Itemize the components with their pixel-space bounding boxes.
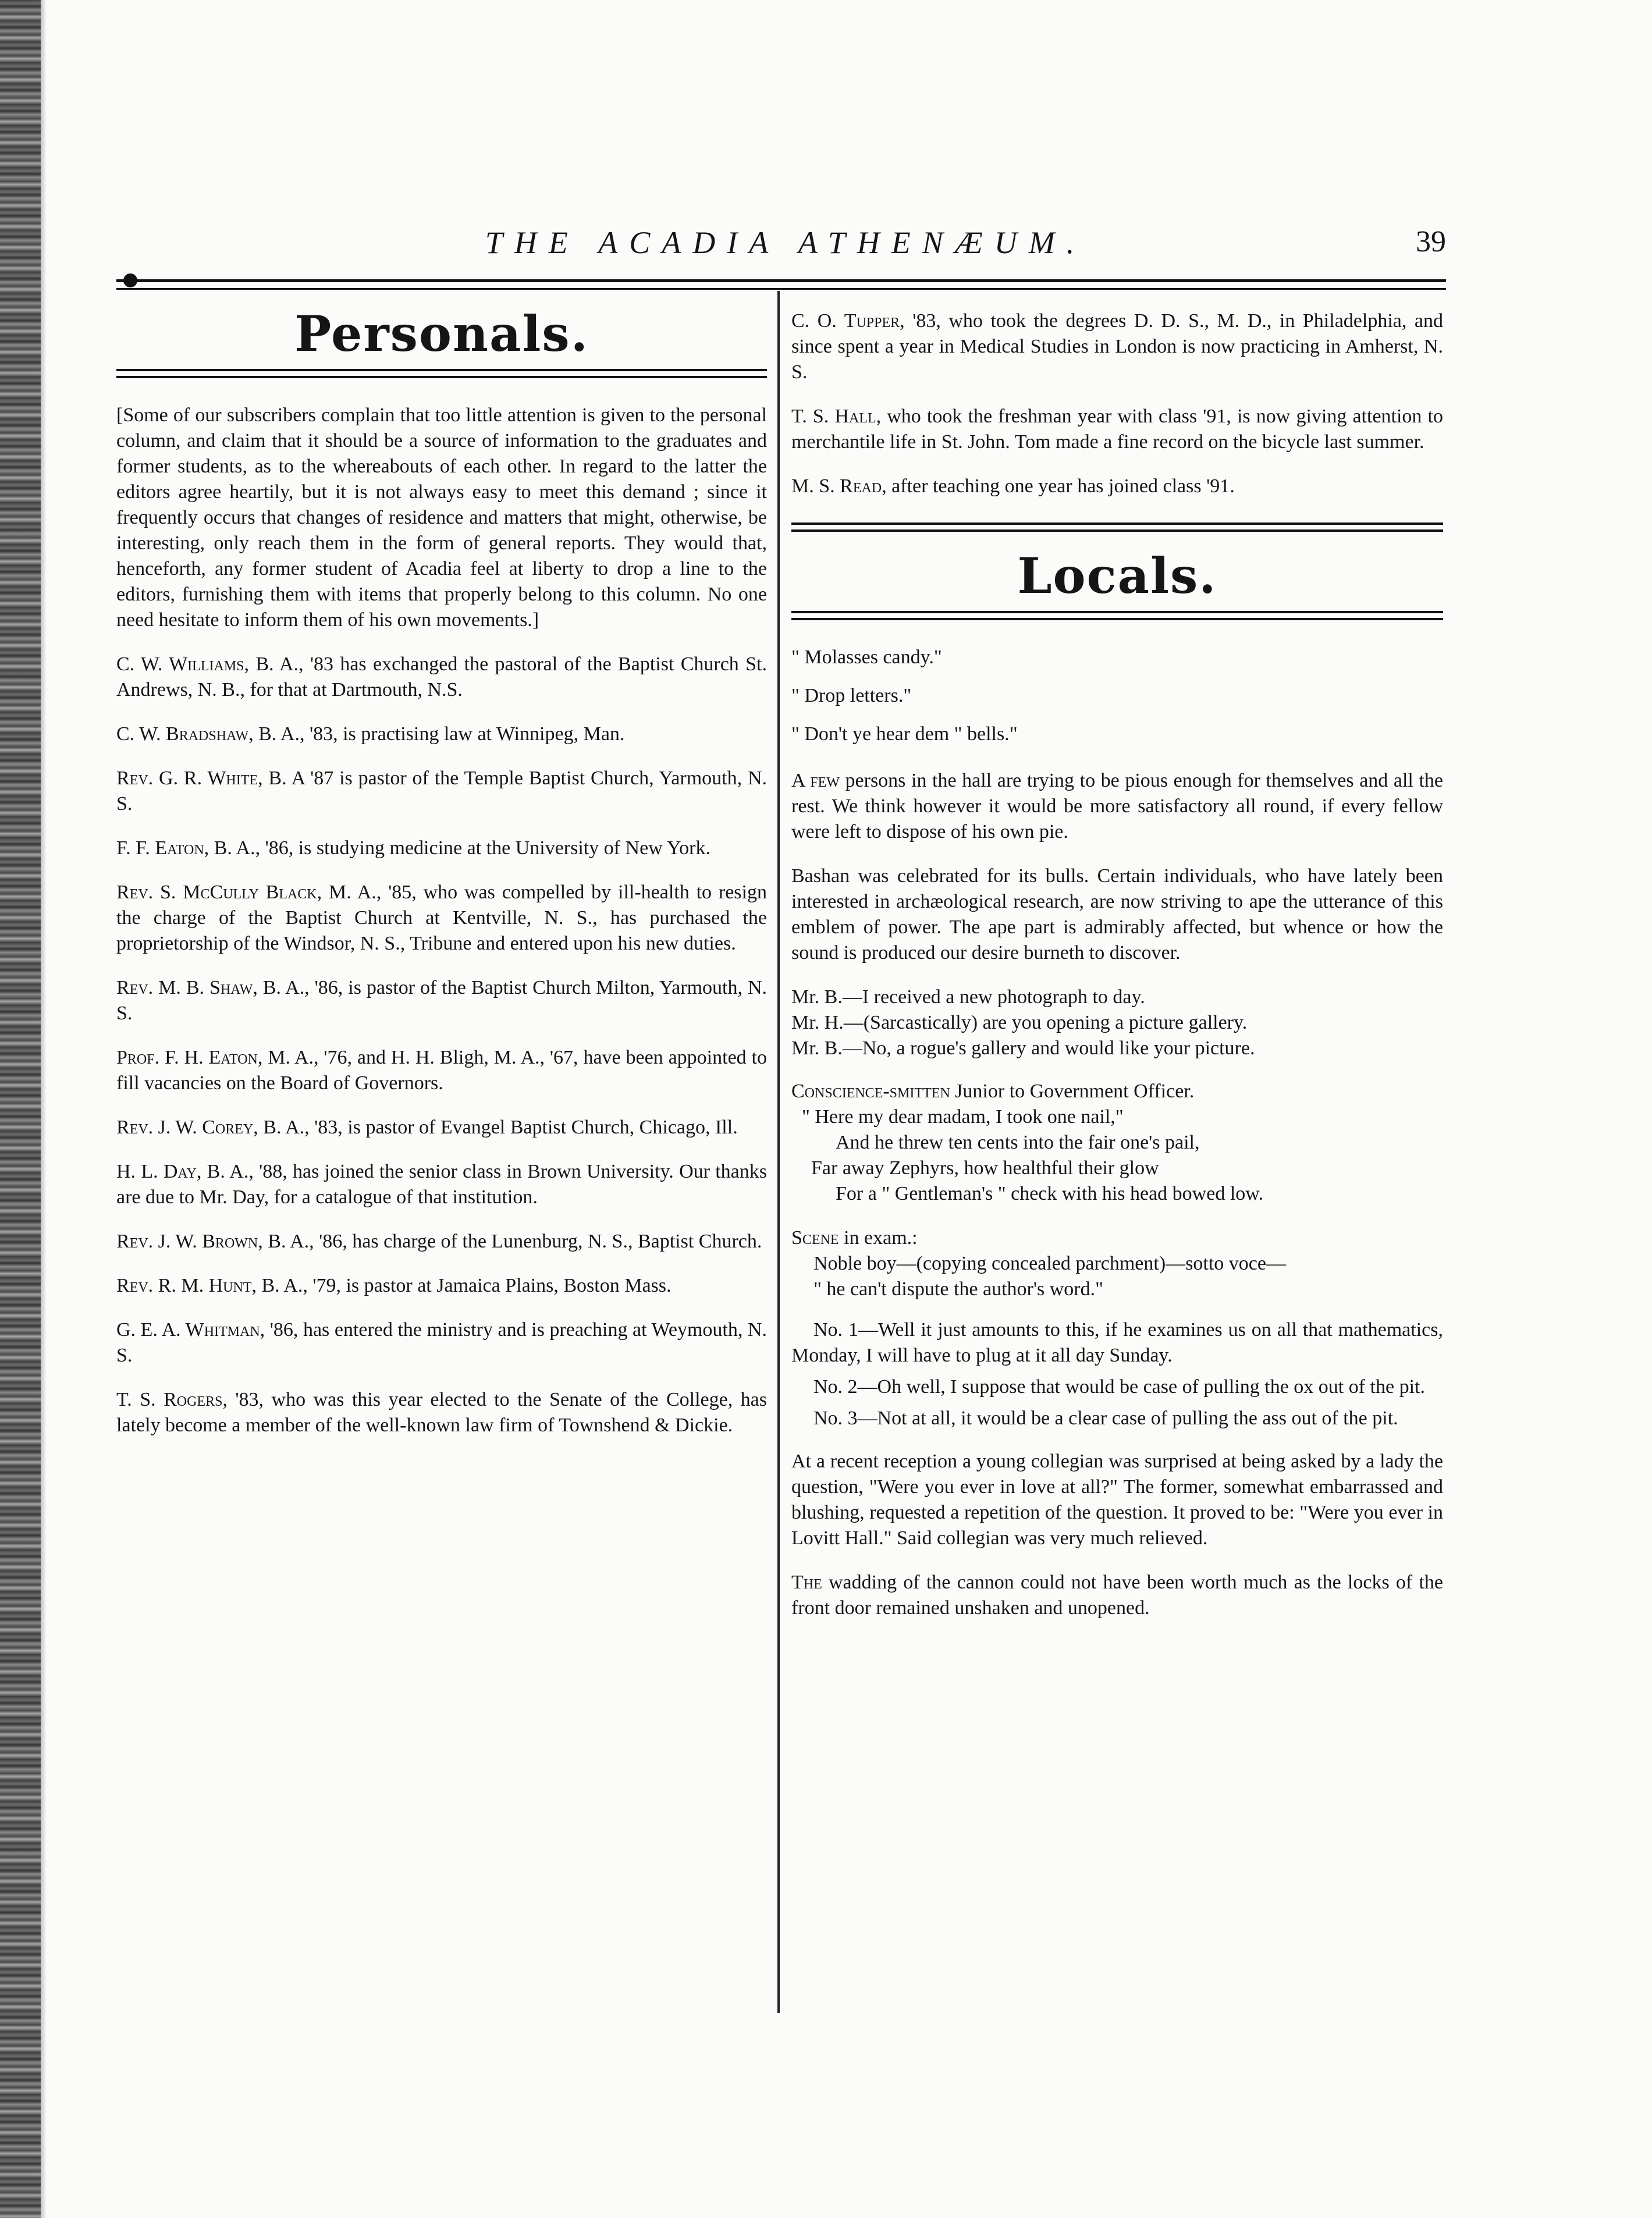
personal-item: T. S. Hall, who took the freshman year with class '91, is now giving attention to merchantile life in St. John. Tom made a fine record on the bicycle last summer. [791,406,1443,453]
personals-title: Personals. [294,305,589,362]
locals-title: Locals. [1017,547,1217,605]
personal-item: F. F. Eaton, B. A., '86, is studying medicine at the University of New York. [116,837,710,859]
numbered-line: No. 1—Well it just amounts to this, if he examines us on all that mathematics, Monday, I will have to plug at it all day Sunday. [791,1319,1443,1366]
local-scene [791,1225,1443,1302]
personals-intro: [Some of our subscribers complain that too little attention is given to the personal column, and claim that it should be a source of information to the graduates and former students, as to the whereabouts of each other. In regard to the latter the editors agree heartily, but it is not always easy to meet this demand ; since it frequently occurs that changes of residence and matters that might, otherwise, be interesting, only reach them in the form of general reports. They would that, henceforth, any former student of Acadia feel at liberty to drop a line to the editors, furnishing them with items that properly belong to this column. No one need hesitate to inform them of his own movements.] [116,404,767,631]
binding-edge [0,0,41,2218]
personal-item: M. S. Read, after teaching one year has joined class '91. [791,475,1235,497]
dialogue-line: Mr. H.—(Sarcastically) are you opening a picture gallery. [791,1012,1248,1033]
scene-heading: Scene in exam.: [791,1227,918,1249]
personal-item: Rev. G. R. White, B. A '87 is pastor of the Temple Baptist Church, Yarmouth, N. S. [116,767,768,815]
local-quote: " Molasses candy." [791,646,942,668]
personal-item: T. S. Rogers, '83, who was this year elected to the Senate of the College, has lately become a member of the well-known law firm of Townshend & Dickie. [116,1389,768,1436]
local-verse [791,1079,1443,1207]
personal-item: C. O. Tupper, '83, who took the degrees D. D. S., M. D., in Philadelphia, and since spent a year in Medical Studies in London is now practicing in Amherst, N. S. [791,310,1443,383]
column-divider [777,291,780,2013]
personal-item: G. E. A. Whitman, '86, has entered the ministry and is preaching at Weymouth, N. S. [116,1319,767,1366]
verse-line: " Here my dear madam, I took one nail," [802,1106,1124,1128]
personal-item: C. W. Bradshaw, B. A., '83, is practising law at Winnipeg, Man. [116,723,625,745]
personal-item: Prof. F. H. Eaton, M. A., '76, and H. H. Bligh, M. A., '67, have been appointed to fill vacancies on the Board of Governors. [116,1047,767,1094]
personal-item: Rev. M. B. Shaw, B. A., '86, is pastor of the Baptist Church Milton, Yarmouth, N. S. [116,977,768,1024]
numbered-line: No. 3—Not at all, it would be a clear case of pulling the ass out of the pit. [813,1407,1398,1429]
personal-item: Rev. R. M. Hunt, B. A., '79, is pastor at Jamaica Plains, Boston Mass. [116,1275,672,1296]
dialogue-line: Mr. B.—No, a rogue's gallery and would like your picture. [791,1037,1255,1059]
dialogue-line: Mr. B.—I received a new photograph to day. [791,986,1145,1008]
numbered-line: No. 2—Oh well, I suppose that would be case of pulling the ox out of the pit. [813,1376,1425,1398]
running-title: THE ACADIA ATHENÆUM. [485,225,1086,260]
personal-item: Rev. S. McCully Black, M. A., '85, who was compelled by ill-health to resign the charge of the Baptist Church at Kentville, N. S., has purchased the proprietorship of the Windsor, N. S., Tribune and entered upon his new duties. [116,881,767,954]
verse-heading: Conscience-smitten Junior to Government Officer. [791,1080,1195,1102]
header-rule-bottom [116,288,1446,290]
local-numbered [791,1317,1443,1431]
right-column [791,291,1443,1640]
verse-line: Far away Zephyrs, how healthful their glow [811,1157,1159,1179]
scene-line: Noble boy—(copying concealed parchment)—sotto voce— [813,1253,1286,1274]
personals-rule [116,369,767,379]
local-dialogue [791,984,1443,1061]
personal-item: Rev. J. W. Corey, B. A., '83, is pastor of Evangel Baptist Church, Chicago, Ill. [116,1117,738,1138]
local-paragraph-bashan: Bashan was celebrated for its bulls. Certain individuals, who have lately been interested in archæological research, are now striving to ape the utterance of this emblem of power. The ape part is admirably affected, but whence or how the sound is produced our desire burneth to discover. [791,865,1443,964]
personal-item: H. L. Day, B. A., '88, has joined the senior class in Brown University. Our thanks are due to Mr. Day, for a catalogue of that institution. [116,1161,768,1208]
local-paragraph-cannon: The wadding of the cannon could not have been worth much as the locks of the front door remained unshaken and unopened. [791,1572,1443,1619]
local-quote: " Drop letters." [791,685,912,706]
scene-line: " he can't dispute the author's word." [813,1278,1103,1300]
verse-line: And he threw ten cents into the fair one's pail, [836,1132,1200,1153]
locals-rule [791,611,1443,621]
page-number: 39 [1416,225,1446,258]
header-rule-top [116,279,1446,282]
personal-item: C. W. Williams, B. A., '83 has exchanged the pastoral of the Baptist Church St. Andrews, N. B., for that at Dartmouth, N.S. [116,653,767,701]
left-column [116,291,767,1457]
page-header [125,221,1446,273]
section-break-rule [791,522,1443,533]
personal-item: Rev. J. W. Brown, B. A., '86, has charge of the Lunenburg, N. S., Baptist Church. [116,1231,762,1252]
local-quote: " Don't ye hear dem " bells." [791,723,1018,745]
local-paragraph-reception: At a recent reception a young collegian was surprised at being asked by a lady the question, "Were you ever in love at all?" The former, somewhat embarrassed and blushing, requested a repetition of the question. It proved to be: "Were you ever in Lovitt Hall." Said collegian was very much relieved. [791,1451,1443,1549]
local-paragraph-few: A few persons in the hall are trying to be pious enough for themselves and all the rest. We think however it would be more satisfactory all round, if every fellow were left to dispose of his own pie. [791,770,1443,843]
verse-line: For a " Gentleman's " check with his head bowed low. [836,1183,1264,1204]
